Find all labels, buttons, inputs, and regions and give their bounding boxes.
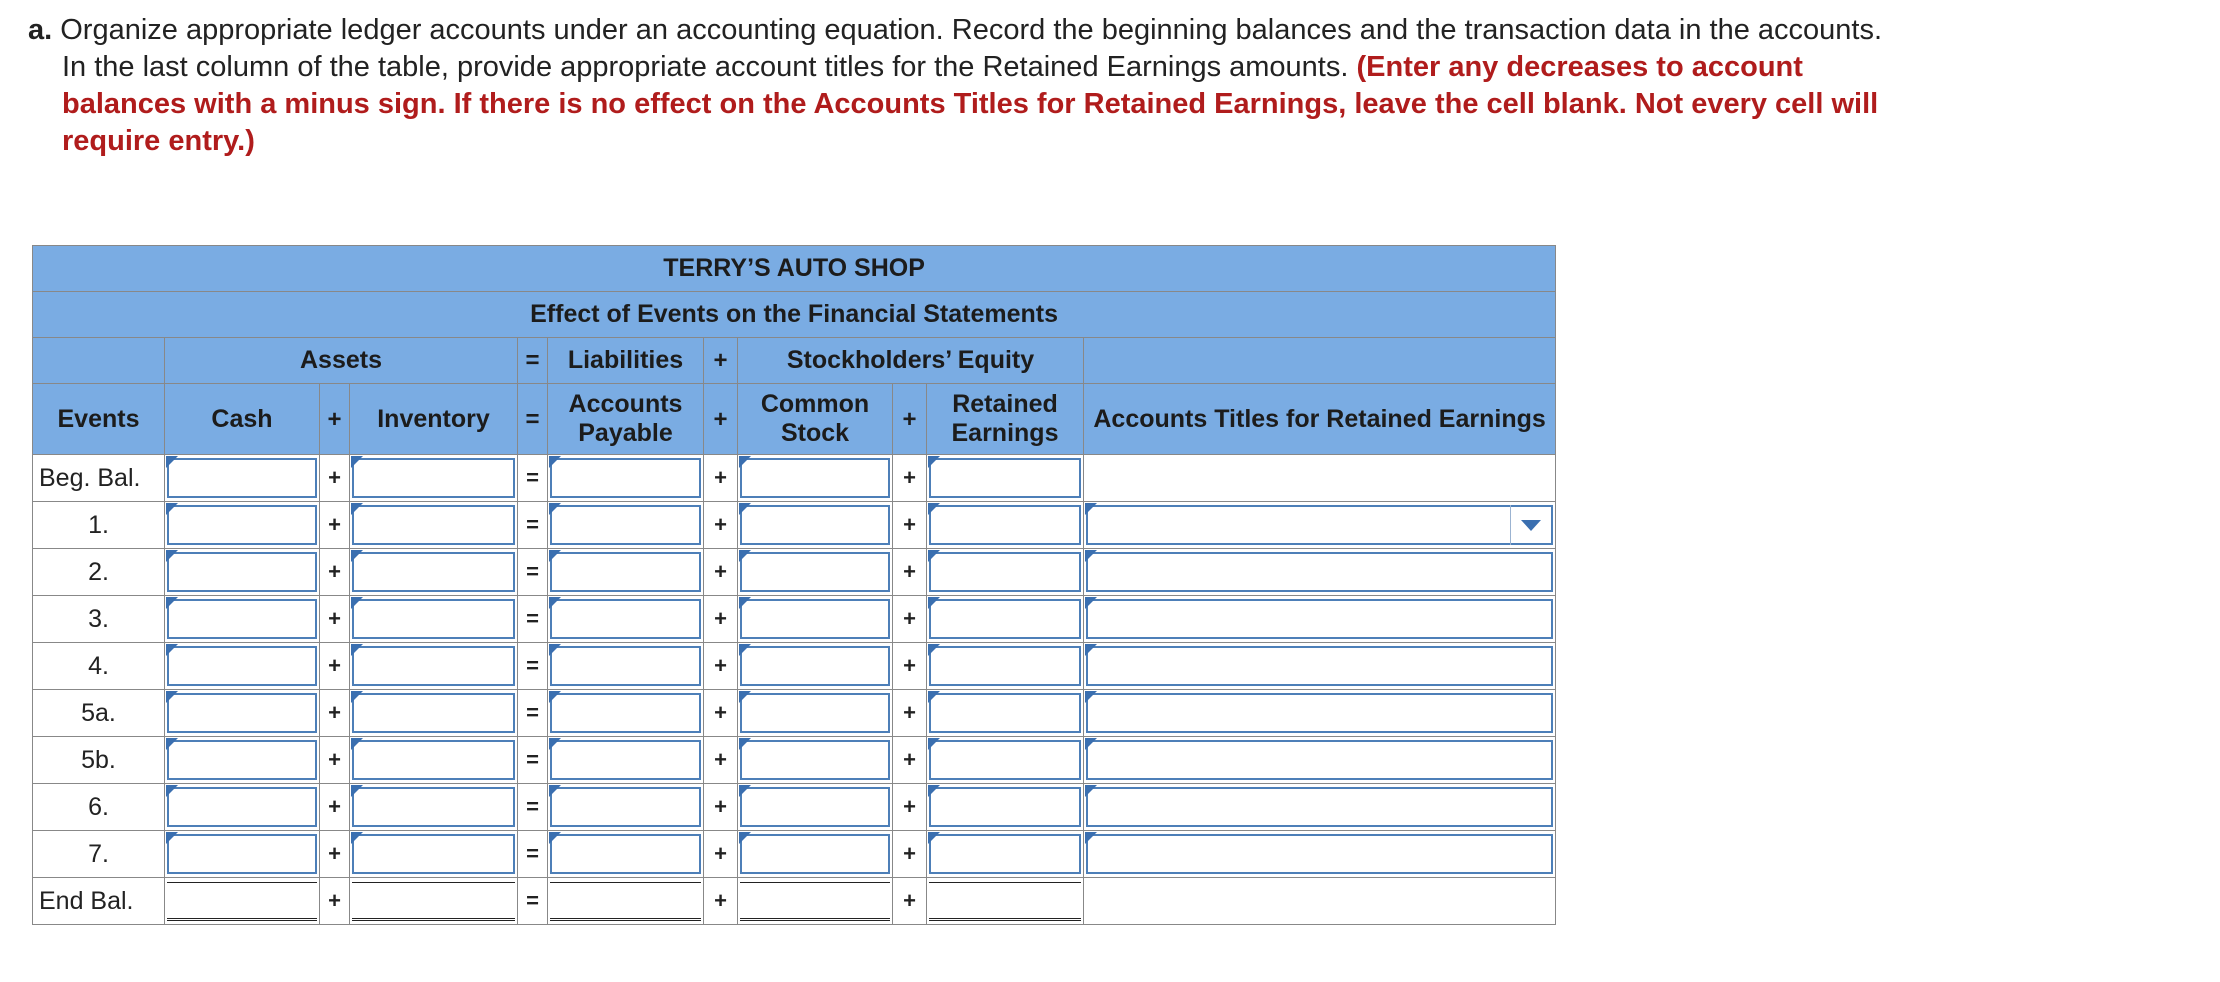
input-marker-icon [549, 503, 561, 515]
plus-sign: + [704, 878, 738, 925]
input-marker-icon [928, 691, 940, 703]
common-stock-field[interactable] [740, 740, 890, 780]
common-stock-input[interactable] [738, 502, 893, 549]
common-stock-input[interactable] [738, 784, 893, 831]
input-marker-icon [351, 503, 363, 515]
plus-sign: + [704, 455, 738, 502]
group-plus: + [704, 338, 738, 384]
input-marker-icon [549, 738, 561, 750]
table-row [33, 643, 1556, 690]
input-marker-icon [739, 785, 751, 797]
inventory-input[interactable] [350, 643, 518, 690]
retained-earnings-total [927, 878, 1084, 925]
plus-sign: + [704, 502, 738, 549]
account-title-select[interactable] [1084, 596, 1556, 643]
common-stock-field[interactable] [740, 834, 890, 874]
input-marker-icon [739, 738, 751, 750]
col-plus-3: + [893, 384, 927, 455]
plus-sign: + [893, 596, 927, 643]
input-marker-icon [1085, 785, 1097, 797]
plus-sign: + [320, 596, 350, 643]
col-retained-earnings: Retained Earnings [927, 384, 1084, 455]
inventory-total [350, 878, 518, 925]
cash-input[interactable] [165, 737, 320, 784]
plus-sign: + [320, 737, 350, 784]
accounts-payable-input[interactable] [548, 690, 704, 737]
input-marker-icon [166, 738, 178, 750]
input-marker-icon [739, 832, 751, 844]
input-marker-icon [166, 597, 178, 609]
common-stock-input[interactable] [738, 690, 893, 737]
common-stock-input[interactable] [738, 831, 893, 878]
instructions-emphasis: (Enter any decreases to account balances with a minus sign. If there is no effect on the Accounts Titles for Retained Earnings, leave the cell blank. Not every cell will require entry.) [62, 51, 1879, 157]
equals-sign: = [518, 455, 548, 502]
inventory-input[interactable] [350, 784, 518, 831]
plus-sign: + [893, 878, 927, 925]
event-label: 1. [33, 502, 165, 549]
plus-sign: + [704, 549, 738, 596]
plus-sign: + [704, 784, 738, 831]
cash-input[interactable] [165, 455, 320, 502]
equals-sign: = [518, 643, 548, 690]
input-marker-icon [928, 785, 940, 797]
input-marker-icon [739, 503, 751, 515]
table-row [33, 878, 1556, 925]
inventory-input[interactable] [350, 596, 518, 643]
group-blank-titles [1084, 338, 1556, 384]
accounts-payable-field[interactable] [550, 458, 701, 498]
table-row [33, 690, 1556, 737]
retained-earnings-field[interactable] [929, 740, 1081, 780]
plus-sign: + [320, 643, 350, 690]
equals-sign: = [518, 878, 548, 925]
account-title-field[interactable] [1086, 646, 1553, 686]
plus-sign: + [320, 549, 350, 596]
event-label: Beg. Bal. [33, 455, 165, 502]
plus-sign: + [893, 784, 927, 831]
col-equals: = [518, 384, 548, 455]
input-marker-icon [739, 456, 751, 468]
common-stock-field[interactable] [740, 552, 890, 592]
inventory-input[interactable] [350, 549, 518, 596]
group-assets: Assets [165, 338, 518, 384]
account-title-field[interactable] [1086, 693, 1553, 733]
accounts-payable-field[interactable] [550, 834, 701, 874]
group-equals: = [518, 338, 548, 384]
instructions-text: Organize appropriate ledger accounts under an accounting equation. Record the beginning balances and the transaction data in the accounts. In the last column of the table, provide appropriate account titles for the Retained Earnings amounts. [52, 14, 1883, 83]
account-title-select[interactable] [1084, 737, 1556, 784]
input-marker-icon [739, 691, 751, 703]
retained-earnings-input[interactable] [927, 549, 1084, 596]
event-label: 4. [33, 643, 165, 690]
input-marker-icon [351, 691, 363, 703]
input-marker-icon [1085, 597, 1097, 609]
input-marker-icon [549, 832, 561, 844]
cash-input[interactable] [165, 784, 320, 831]
input-marker-icon [351, 456, 363, 468]
inventory-field[interactable] [352, 646, 515, 686]
part-label: a. [28, 14, 53, 46]
cash-field[interactable] [167, 646, 317, 686]
equals-sign: = [518, 502, 548, 549]
event-label: End Bal. [33, 878, 165, 925]
input-marker-icon [549, 550, 561, 562]
retained-earnings-field[interactable] [929, 646, 1081, 686]
retained-earnings-input[interactable] [927, 502, 1084, 549]
accounts-payable-field[interactable] [550, 599, 701, 639]
event-label: 5a. [33, 690, 165, 737]
accounts-payable-input[interactable] [548, 549, 704, 596]
input-marker-icon [351, 832, 363, 844]
plus-sign: + [704, 690, 738, 737]
equals-sign: = [518, 784, 548, 831]
retained-earnings-field[interactable] [929, 458, 1081, 498]
cash-input[interactable] [165, 690, 320, 737]
account-title-select[interactable] [1084, 831, 1556, 878]
plus-sign: + [320, 831, 350, 878]
accounts-payable-field[interactable] [550, 693, 701, 733]
input-marker-icon [928, 597, 940, 609]
input-marker-icon [549, 644, 561, 656]
plus-sign: + [704, 643, 738, 690]
table-row [33, 502, 1556, 549]
col-plus-2: + [704, 384, 738, 455]
group-equity: Stockholders’ Equity [738, 338, 1084, 384]
plus-sign: + [893, 690, 927, 737]
cash-input[interactable] [165, 549, 320, 596]
input-marker-icon [549, 456, 561, 468]
inventory-input[interactable] [350, 502, 518, 549]
input-marker-icon [1085, 503, 1097, 515]
inventory-input[interactable] [350, 690, 518, 737]
cash-field[interactable] [167, 599, 317, 639]
accounts-payable-input[interactable] [548, 737, 704, 784]
event-label: 6. [33, 784, 165, 831]
financial-statement-table [32, 245, 1556, 925]
account-title-select[interactable] [1084, 690, 1556, 737]
input-marker-icon [1085, 738, 1097, 750]
common-stock-field[interactable] [740, 599, 890, 639]
retained-earnings-field[interactable] [929, 787, 1081, 827]
retained-earnings-field[interactable] [929, 552, 1081, 592]
plus-sign: + [893, 643, 927, 690]
retained-earnings-input[interactable] [927, 690, 1084, 737]
retained-earnings-input[interactable] [927, 643, 1084, 690]
common-stock-input[interactable] [738, 455, 893, 502]
plus-sign: + [893, 455, 927, 502]
common-stock-field[interactable] [740, 787, 890, 827]
col-accounts-payable: Accounts Payable [548, 384, 704, 455]
event-label: 5b. [33, 737, 165, 784]
accounts-payable-field[interactable] [550, 646, 701, 686]
input-marker-icon [549, 785, 561, 797]
col-common-stock: Common Stock [738, 384, 893, 455]
account-title-field[interactable] [1086, 834, 1553, 874]
input-marker-icon [351, 644, 363, 656]
input-marker-icon [166, 832, 178, 844]
retained-earnings-input[interactable] [927, 831, 1084, 878]
account-title-select[interactable] [1084, 549, 1556, 596]
account-title-select[interactable] [1084, 643, 1556, 690]
table-row [33, 784, 1556, 831]
equals-sign: = [518, 737, 548, 784]
retained-earnings-field[interactable] [929, 693, 1081, 733]
input-marker-icon [166, 503, 178, 515]
plus-sign: + [704, 831, 738, 878]
input-marker-icon [928, 738, 940, 750]
input-marker-icon [351, 738, 363, 750]
event-label: 7. [33, 831, 165, 878]
input-marker-icon [928, 644, 940, 656]
instructions [28, 12, 1908, 160]
account-title-field[interactable] [1086, 787, 1553, 827]
account-title-select[interactable] [1084, 502, 1556, 549]
group-blank [33, 338, 165, 384]
account-title-field[interactable] [1086, 740, 1553, 780]
plus-sign: + [320, 878, 350, 925]
account-title-field[interactable] [1086, 552, 1553, 592]
cash-input[interactable] [165, 643, 320, 690]
plus-sign: + [320, 455, 350, 502]
equals-sign: = [518, 549, 548, 596]
input-marker-icon [351, 785, 363, 797]
retained-earnings-field[interactable] [929, 505, 1081, 545]
retained-earnings-input[interactable] [927, 455, 1084, 502]
input-marker-icon [928, 550, 940, 562]
col-account-titles: Accounts Titles for Retained Earnings [1084, 384, 1556, 455]
cash-input[interactable] [165, 502, 320, 549]
common-stock-field[interactable] [740, 458, 890, 498]
input-marker-icon [166, 456, 178, 468]
input-marker-icon [739, 644, 751, 656]
accounts-payable-input[interactable] [548, 784, 704, 831]
cash-total [165, 878, 320, 925]
accounts-payable-input[interactable] [548, 455, 704, 502]
retained-earnings-input[interactable] [927, 784, 1084, 831]
plus-sign: + [320, 690, 350, 737]
col-events: Events [33, 384, 165, 455]
common-stock-input[interactable] [738, 549, 893, 596]
common-stock-input[interactable] [738, 596, 893, 643]
input-marker-icon [166, 785, 178, 797]
equals-sign: = [518, 690, 548, 737]
inventory-field[interactable] [352, 693, 515, 733]
input-marker-icon [166, 550, 178, 562]
account-title-blank [1084, 878, 1556, 925]
cash-input[interactable] [165, 596, 320, 643]
table-row [33, 737, 1556, 784]
input-marker-icon [166, 691, 178, 703]
cash-field[interactable] [167, 740, 317, 780]
inventory-field[interactable] [352, 599, 515, 639]
inventory-field[interactable] [352, 787, 515, 827]
table-title: TERRY’S AUTO SHOP [33, 246, 1556, 292]
instructions-paragraph [28, 12, 1908, 160]
input-marker-icon [166, 644, 178, 656]
account-title-field[interactable] [1086, 505, 1553, 545]
cash-field[interactable] [167, 458, 317, 498]
inventory-input[interactable] [350, 831, 518, 878]
inventory-field[interactable] [352, 552, 515, 592]
input-marker-icon [1085, 832, 1097, 844]
cash-input[interactable] [165, 831, 320, 878]
account-title-field[interactable] [1086, 599, 1553, 639]
common-stock-input[interactable] [738, 643, 893, 690]
table-row [33, 455, 1556, 502]
common-stock-field[interactable] [740, 505, 890, 545]
accounts-payable-input[interactable] [548, 831, 704, 878]
input-marker-icon [928, 456, 940, 468]
accounts-payable-field[interactable] [550, 740, 701, 780]
accounts-payable-total [548, 878, 704, 925]
input-marker-icon [739, 597, 751, 609]
group-liabilities: Liabilities [548, 338, 704, 384]
table-subtitle: Effect of Events on the Financial Statements [33, 292, 1556, 338]
common-stock-total [738, 878, 893, 925]
cash-field[interactable] [167, 505, 317, 545]
plus-sign: + [893, 502, 927, 549]
event-label: 3. [33, 596, 165, 643]
cash-field[interactable] [167, 834, 317, 874]
accounts-payable-input[interactable] [548, 502, 704, 549]
input-marker-icon [928, 832, 940, 844]
common-stock-input[interactable] [738, 737, 893, 784]
inventory-field[interactable] [352, 740, 515, 780]
col-inventory: Inventory [350, 384, 518, 455]
retained-earnings-input[interactable] [927, 596, 1084, 643]
common-stock-field[interactable] [740, 646, 890, 686]
accounts-payable-field[interactable] [550, 505, 701, 545]
table-row [33, 596, 1556, 643]
event-label: 2. [33, 549, 165, 596]
equals-sign: = [518, 831, 548, 878]
input-marker-icon [351, 550, 363, 562]
input-marker-icon [1085, 691, 1097, 703]
cash-field[interactable] [167, 693, 317, 733]
input-marker-icon [351, 597, 363, 609]
inventory-input[interactable] [350, 737, 518, 784]
plus-sign: + [704, 737, 738, 784]
plus-sign: + [893, 549, 927, 596]
plus-sign: + [893, 831, 927, 878]
retained-earnings-field[interactable] [929, 599, 1081, 639]
input-marker-icon [549, 691, 561, 703]
col-cash: Cash [165, 384, 320, 455]
cash-field[interactable] [167, 787, 317, 827]
table-row [33, 549, 1556, 596]
inventory-input[interactable] [350, 455, 518, 502]
inventory-field[interactable] [352, 505, 515, 545]
account-title-select[interactable] [1084, 784, 1556, 831]
input-marker-icon [1085, 644, 1097, 656]
plus-sign: + [893, 737, 927, 784]
inventory-field[interactable] [352, 834, 515, 874]
plus-sign: + [320, 502, 350, 549]
accounts-payable-input[interactable] [548, 643, 704, 690]
plus-sign: + [320, 784, 350, 831]
input-marker-icon [1085, 550, 1097, 562]
equals-sign: = [518, 596, 548, 643]
col-plus-1: + [320, 384, 350, 455]
chevron-down-icon[interactable] [1521, 520, 1541, 531]
input-marker-icon [739, 550, 751, 562]
input-marker-icon [549, 597, 561, 609]
common-stock-field[interactable] [740, 693, 890, 733]
retained-earnings-input[interactable] [927, 737, 1084, 784]
dropdown-divider [1510, 505, 1511, 545]
accounts-payable-input[interactable] [548, 596, 704, 643]
table-row [33, 831, 1556, 878]
accounts-payable-field[interactable] [550, 552, 701, 592]
cash-field[interactable] [167, 552, 317, 592]
retained-earnings-field[interactable] [929, 834, 1081, 874]
accounts-payable-field[interactable] [550, 787, 701, 827]
input-marker-icon [928, 503, 940, 515]
plus-sign: + [704, 596, 738, 643]
account-title-blank [1084, 455, 1556, 502]
inventory-field[interactable] [352, 458, 515, 498]
